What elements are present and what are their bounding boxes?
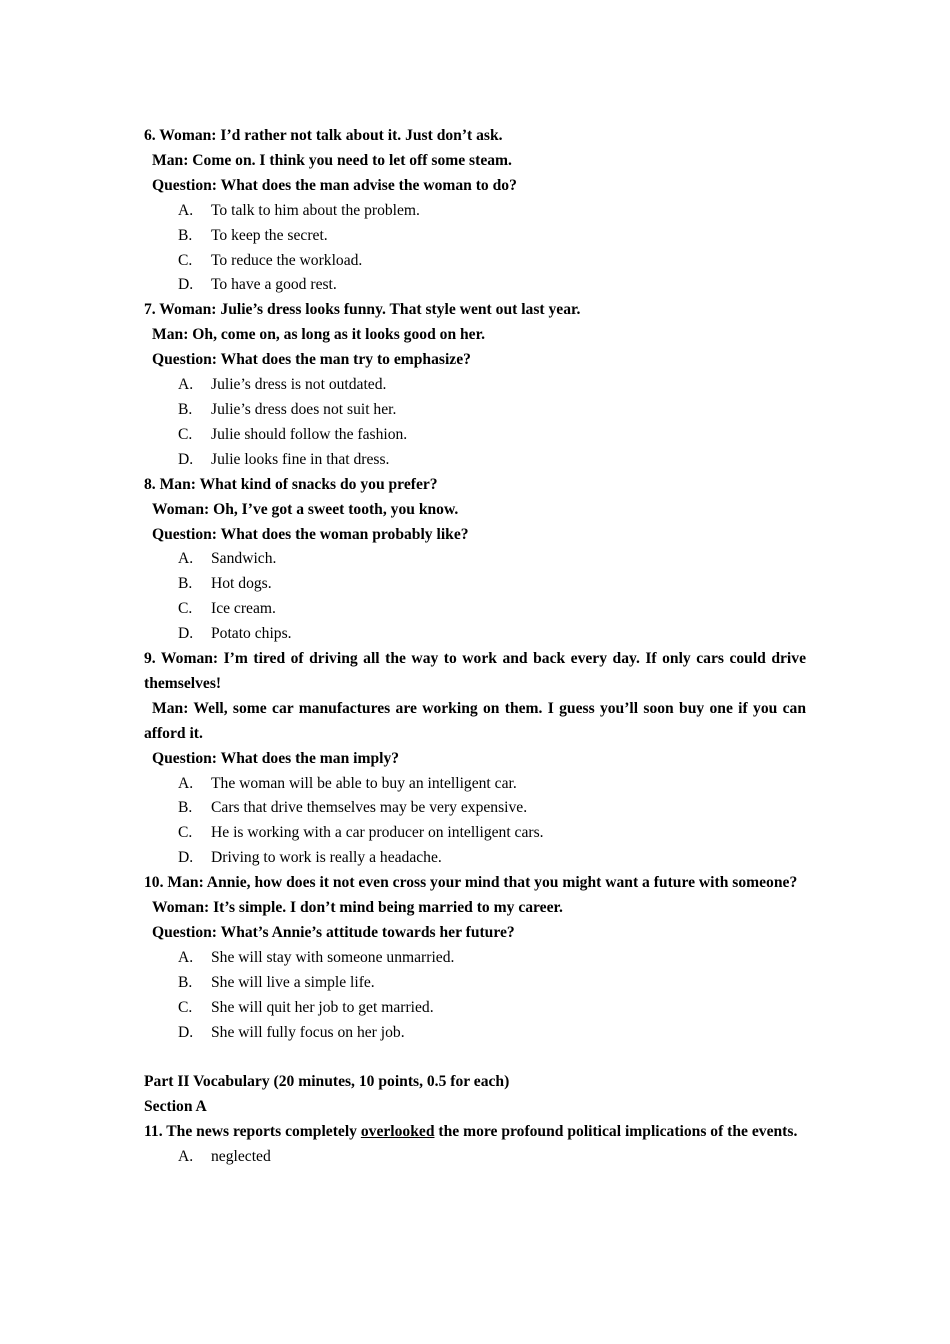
q7-option-b: B. Julie’s dress does not suit her.: [178, 400, 397, 418]
q10-option-b: B. She will live a simple life.: [178, 973, 375, 991]
q9-option-a: A. The woman will be able to buy an intelligent car.: [178, 774, 517, 792]
q11-option-a: A. neglected: [178, 1148, 271, 1166]
q9-option-d: D. Driving to work is really a headache.: [178, 849, 442, 867]
q11-stem-before: 11. The news reports completely: [144, 1123, 361, 1141]
q7-option-d: D. Julie looks fine in that dress.: [178, 450, 390, 468]
q6-option-d: D. To have a good rest.: [178, 276, 337, 294]
q8-option-c: C. Ice cream.: [178, 600, 276, 618]
q10-option-d: D. She will fully focus on her job.: [178, 1023, 405, 1041]
q6-line2: Man: Come on. I think you need to let off some steam.: [152, 151, 512, 169]
q7-question: Question: What does the man try to emphasize?: [152, 351, 471, 369]
q8-option-a: A. Sandwich.: [178, 550, 277, 568]
q7-line1: 7. Woman: Julie’s dress looks funny. That style went out last year.: [144, 301, 581, 319]
q10-line2: Woman: It’s simple. I don’t mind being married to my career.: [152, 899, 563, 917]
q10-option-c: C. She will quit her job to get married.: [178, 998, 434, 1016]
q10-line1: 10. Man: Annie, how does it not even cross your mind that you might want a future with someone?: [144, 874, 798, 892]
q7-option-a: A. Julie’s dress is not outdated.: [178, 376, 387, 394]
q6-question: Question: What does the man advise the woman to do?: [152, 176, 517, 194]
q6-line1: 6. Woman: I’d rather not talk about it. Just don’t ask.: [144, 127, 503, 144]
q9-option-c: C. He is working with a car producer on intelligent cars.: [178, 824, 544, 842]
q11-stem: [144, 1120, 806, 1145]
q7-line2: Man: Oh, come on, as long as it looks good on her.: [152, 326, 485, 344]
part2-heading: Part II Vocabulary (20 minutes, 10 points, 0.5 for each): [144, 1073, 510, 1091]
q7-option-c: C. Julie should follow the fashion.: [178, 425, 408, 443]
q8-option-b: B. Hot dogs.: [178, 575, 272, 593]
q10-question: Question: What’s Annie’s attitude towards her future?: [152, 924, 515, 941]
q8-option-d: D. Potato chips.: [178, 625, 292, 643]
q11-keyword: overlooked: [360, 1123, 435, 1141]
q9-line1: 9. Woman: I’m tired of driving all the way to work and back every day. If only cars could drive themselves!: [144, 650, 806, 692]
document-page: [144, 124, 806, 1170]
q9-question: Question: What does the man imply?: [152, 749, 400, 767]
q6-option-c: C. To reduce the workload.: [178, 251, 363, 269]
section-a-heading: Section A: [144, 1098, 207, 1116]
q6-option-a: A. To talk to him about the problem.: [178, 201, 420, 219]
q8-line2: Woman: Oh, I’ve got a sweet tooth, you know.: [152, 500, 459, 518]
spacer: [144, 1046, 806, 1071]
q9-option-b: B. Cars that drive themselves may be very expensive.: [178, 799, 528, 817]
q8-question: Question: What does the woman probably like?: [152, 525, 469, 543]
q10-option-a: A. She will stay with someone unmarried.: [178, 948, 455, 966]
q9-line2: Man: Well, some car manufactures are working on them. I guess you’ll soon buy one if you can afford it.: [144, 699, 806, 742]
q8-line1: 8. Man: What kind of snacks do you prefer?: [144, 475, 438, 493]
q6-option-b: B. To keep the secret.: [178, 226, 328, 244]
q11-stem-after: the more profound political implications of the events.: [434, 1123, 798, 1141]
